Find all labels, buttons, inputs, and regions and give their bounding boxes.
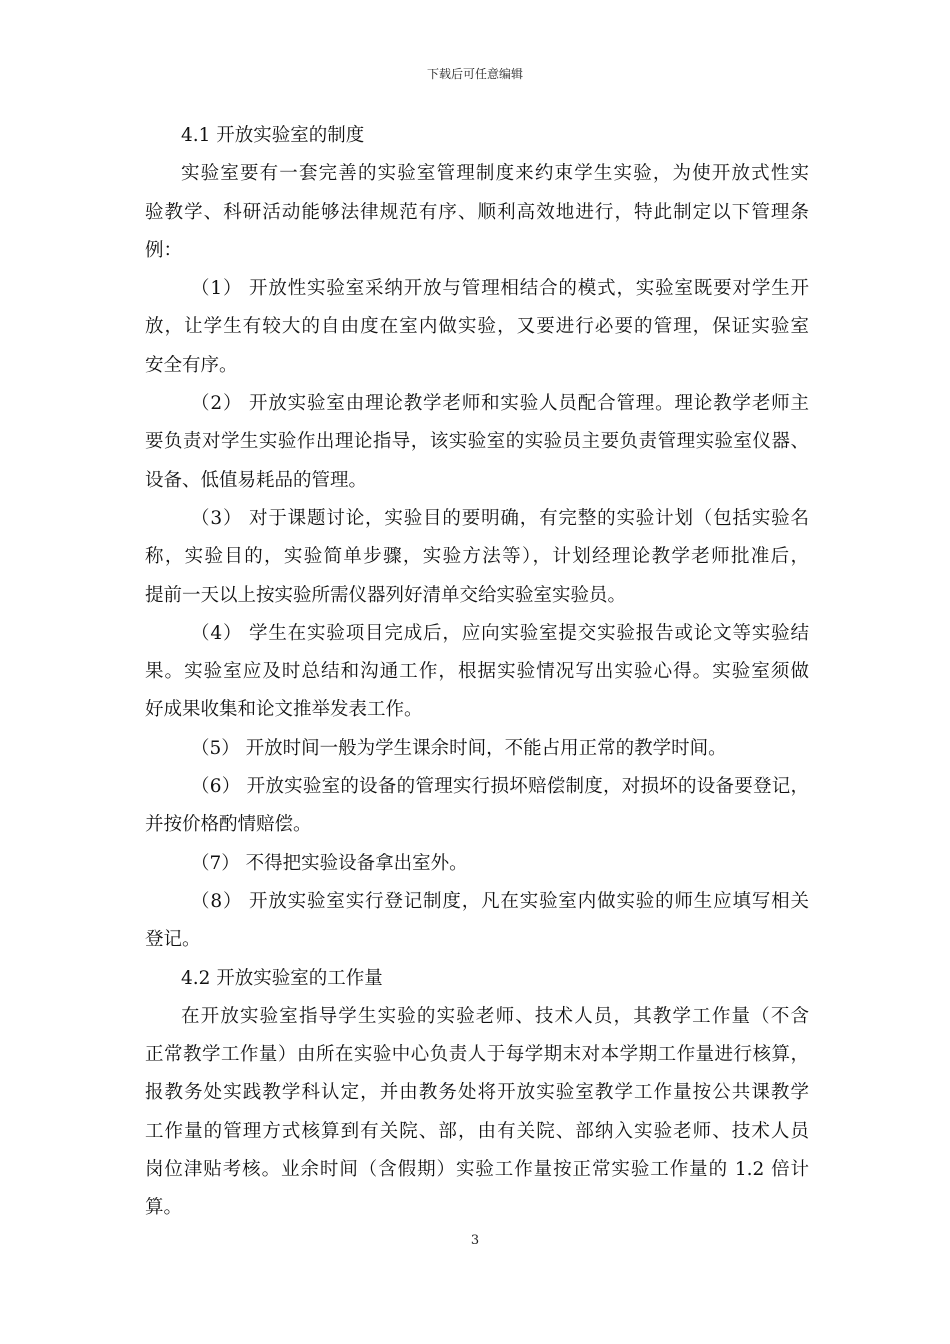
section-heading-4-1: 4.1 开放实验室的制度: [181, 125, 365, 146]
section-heading-4-2: 4.2 开放实验室的工作量: [181, 967, 383, 989]
workload-paragraph-line: 岗位津贴考核。业余时间（含假期）实验工作量按正常实验工作量的 1.2 倍计: [145, 1159, 809, 1181]
rule-item-3-line: 提前一天以上按实验所需仪器列好清单交给实验室实验员。: [145, 584, 627, 606]
rule-item-4-line: 果。实验室应及时总结和沟通工作，根据实验情况写出实验心得。实验室须做: [145, 661, 809, 683]
workload-paragraph-line: 正常教学工作量）由所在实验中心负责人于每学期末对本学期工作量进行核算，: [145, 1044, 809, 1066]
rule-item-8-line: 登记。: [145, 929, 201, 951]
rule-item-6-line: （6） 开放实验室的设备的管理实行损坏赔偿制度，对损坏的设备要登记，: [191, 776, 809, 798]
workload-paragraph-line: 报教务处实践教学科认定，并由教务处将开放实验室教学工作量按公共课教学: [145, 1082, 809, 1104]
intro-line: 实验室要有一套完善的实验室管理制度来约束学生实验，为使开放式性实: [181, 163, 809, 185]
rule-item-8-line: （8） 开放实验室实行登记制度，凡在实验室内做实验的师生应填写相关: [191, 890, 809, 912]
rule-item-6-line: 并按价格酌情赔偿。: [145, 814, 312, 836]
document-body: [145, 117, 809, 1228]
rule-item-3-line: （3） 对于课题讨论，实验目的要明确，有完整的实验计划（包括实验名: [191, 507, 809, 529]
rule-item-7-line: （7） 不得把实验设备拿出室外。: [191, 852, 468, 874]
rule-item-1-line: 安全有序。: [145, 354, 238, 376]
rule-item-4-line: （4） 学生在实验项目完成后，应向实验室提交实验报告或论文等实验结: [191, 622, 809, 644]
rule-item-1-line: （1） 开放性实验室采纳开放与管理相结合的模式，实验室既要对学生开: [191, 278, 809, 300]
rule-item-2-line: 要负责对学生实验作出理论指导，该实验室的实验员主要负责管理实验室仪器、: [145, 431, 809, 453]
workload-paragraph-line: 算。: [145, 1197, 183, 1219]
page-header: 下载后可任意编辑: [426, 67, 523, 81]
page-number: 3: [470, 1233, 480, 1248]
rule-item-4-line: 好成果收集和论文推举发表工作。: [145, 699, 423, 721]
rule-item-2-line: 设备、低值易耗品的管理。: [145, 469, 368, 491]
workload-paragraph-line: 工作量的管理方式核算到有关院、部，由有关院、部纳入实验老师、技术人员: [145, 1120, 809, 1142]
rule-item-2-line: （2） 开放实验室由理论教学老师和实验人员配合管理。理论教学老师主: [191, 393, 809, 415]
intro-line: 验教学、科研活动能够法律规范有序、顺利高效地进行，特此制定以下管理条: [145, 201, 809, 223]
rule-item-5-line: （5） 开放时间一般为学生课余时间，不能占用正常的教学时间。: [191, 737, 727, 759]
rule-item-3-line: 称，实验目的，实验简单步骤，实验方法等），计划经理论教学老师批准后，: [145, 546, 809, 568]
workload-paragraph-line: 在开放实验室指导学生实验的实验老师、技术人员，其教学工作量（不含: [181, 1005, 809, 1027]
intro-line: 例：: [145, 239, 183, 261]
rule-item-1-line: 放，让学生有较大的自由度在室内做实验，又要进行必要的管理，保证实验室: [145, 316, 809, 338]
